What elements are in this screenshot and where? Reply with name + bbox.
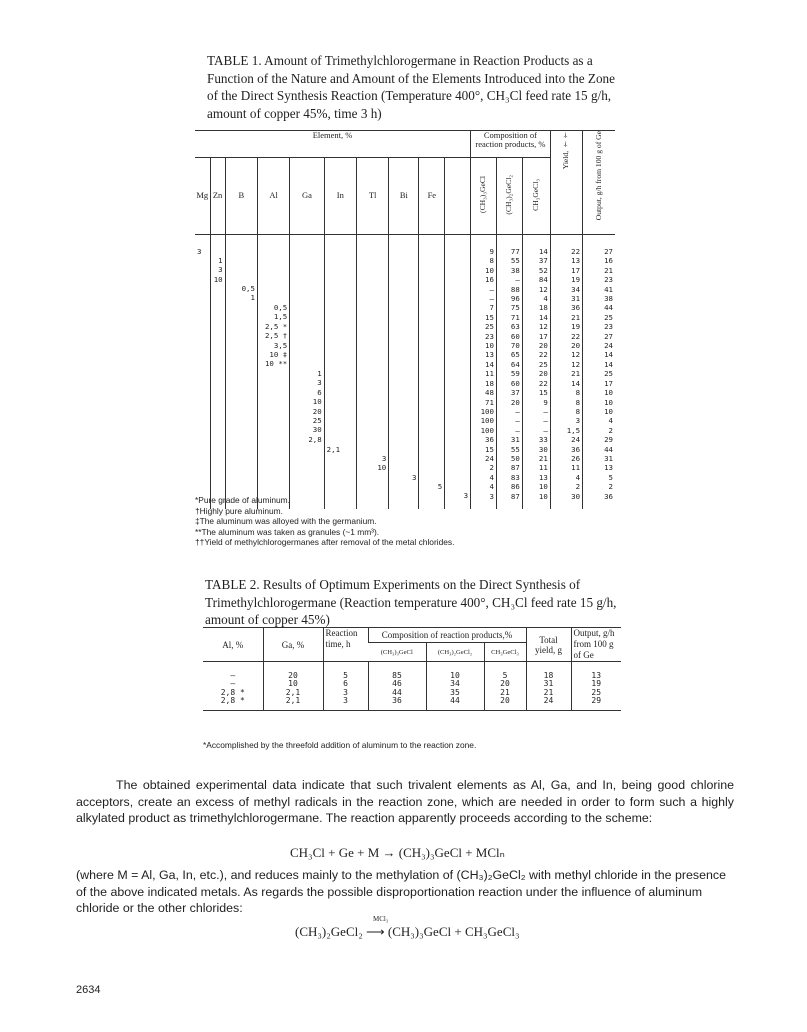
table1-footnotes	[195, 495, 615, 548]
col-methyl: CH₃GeCl₃	[522, 158, 550, 235]
cell-ga: 1 3 6 10 20 25 30 2,8	[290, 235, 324, 510]
t2-cell-c2: 10 34 35 44	[426, 662, 484, 711]
t2-cell-time: 5 6 3 3	[323, 662, 368, 711]
element-group-header: Element, %	[195, 131, 471, 158]
paragraph: The obtained experimental data indicate that such trivalent elements as Al, Ga, and In, being good chlorine acceptors, create an excess of methyl radicals in the reaction zone, which are needed in order to form such a highly alkylated product as trimethylchlorogermane. The reaction apparently proceeds according to the scheme:	[76, 778, 734, 825]
col-tl: Tl	[356, 158, 388, 235]
cell-c3: 14 37 52 84 12 4 18 14 12 17 20 22 25 20 22 15 9 — — — 33 30 21 11 13 10 10	[522, 235, 550, 510]
col-trimethyl: (CH₃)₃GeCl	[471, 158, 497, 235]
cell-bi: 3	[389, 235, 419, 510]
cell-c1: 9 8 10 16 — — 7 15 25 23 10 13 14 11 18 48 71 100 100 100 36 15 24 2 4 4 3	[471, 235, 497, 510]
cell-fe: 5	[419, 235, 445, 510]
composition-group-header: Composition of reaction products, %	[471, 131, 551, 158]
table1-caption: TABLE 1. Amount of Trimethylchlorogermane in Reaction Products as a Function of the Nature and Amount of the Elements Introduced into the Zone of the Direct Synthesis Reaction (Temperature 400°, CH₃Cl feed rate 15 g/h, amount of copper 45%, time 3 h)	[207, 53, 615, 121]
t2-col-ga: Ga, %	[263, 628, 323, 662]
t2-col-c3: CH₃GeCl₃	[484, 643, 526, 662]
t2-cell-ga: 20 10 2,1 2,1	[263, 662, 323, 711]
col-zn: Zn	[210, 158, 225, 235]
cell-in: 2,1	[324, 235, 356, 510]
table2-footnote: *Accomplished by the threefold addition of aluminum to the reaction zone.	[203, 740, 477, 750]
cell-mg: 3	[197, 247, 202, 256]
cell-output: 27 16 21 23 41 38 44 25 23 27 24 14 14 25 17 10 10 10 4 2 29 44 31 13 5 2 36	[583, 235, 615, 510]
footnote: †Highly pure aluminum.	[195, 505, 283, 516]
cell-zn: 1 3 10	[210, 235, 225, 510]
col-in: In	[324, 158, 356, 235]
col-dimethyl: (CH₃)₂GeCl₂	[496, 158, 522, 235]
equation	[295, 915, 520, 940]
footnote: **The aluminum was taken as granules (~1 mm³).	[195, 526, 380, 537]
table1	[195, 130, 615, 509]
cell-yield: 22 13 17 19 34 31 36 21 19 22 20 12 12 21 14 8 8 8 3 1,5 24 36 26 11 4 2 30	[550, 235, 582, 510]
t2-col-output: Output, g/h from 100 g of Ge	[571, 628, 621, 662]
t2-composition-header: Composition of reaction products,%	[368, 628, 526, 643]
col-ga: Ga	[290, 158, 324, 235]
col-fe: Fe	[419, 158, 445, 235]
col-extra	[445, 158, 471, 235]
footnote: ‡The aluminum was alloyed with the germanium.	[195, 516, 377, 527]
col-al: Al	[257, 158, 289, 235]
page-number: 2634	[76, 984, 101, 996]
footnote: ††Yield of methylchlorogermanes after removal of the metal chlorides.	[195, 537, 455, 548]
col-b: B	[225, 158, 257, 235]
t2-col-time: Reaction time, h	[323, 628, 368, 662]
t2-cell-total: 18 31 21 24	[526, 662, 571, 711]
equation-catalyst: MCl₃	[373, 915, 389, 923]
cell-al: 0,5 1,5 2,5 * 2,5 † 3,5 10 ‡ 10 **	[257, 235, 289, 510]
t2-cell-output: 13 19 25 29	[571, 662, 621, 711]
table2-caption: TABLE 2. Results of Optimum Experiments on the Direct Synthesis of Trimethylchlorogermane (Reaction temperature 400°, CH₃Cl feed rate 15 g/h, amount of copper 45%)	[205, 577, 617, 627]
t2-col-c2: (CH₃)₂GeCl₂	[426, 643, 484, 662]
t2-cell-c3: 5 20 21 20	[484, 662, 526, 711]
cell-c2: 77 55 38 — 88 96 75 71 63 60 70 65 64 59 60 37 20 — — — 31 55 50 87 83 86 87	[496, 235, 522, 510]
footnote: *Pure grade of aluminum.	[195, 495, 290, 505]
col-yield: Yield, ††	[550, 131, 582, 235]
col-bi: Bi	[389, 158, 419, 235]
paragraph: (where M = Al, Ga, In, etc.), and reduces mainly to the methylation of (CH₃)₂GeCl₂ with methyl chloride in the presence of the above indicated metals. As regards the possible disproportionation reaction under the influence of aluminum chloride or the other chlorides:	[76, 868, 726, 915]
t2-col-total: Total yield, g	[526, 628, 571, 662]
cell-b: 0,5 1	[225, 235, 257, 510]
cell-tl: 3 10	[356, 235, 388, 510]
col-mg: Mg	[195, 158, 210, 235]
equation-body: (CH₃)₂GeCl₂ ⟶ (CH₃)₃GeCl + CH₃GeCl₃	[295, 924, 520, 939]
t2-col-c1: (CH₃)₃GeCl	[368, 643, 426, 662]
table2	[203, 627, 621, 711]
cell-extra: 3	[445, 235, 471, 510]
t2-cell-al: — — 2,8 * 2,8 *	[203, 662, 263, 711]
equation: CH₃Cl + Ge + M → (CH₃)₃GeCl + MClₙ	[290, 845, 505, 860]
t2-col-al: Al, %	[203, 628, 263, 662]
t2-cell-c1: 85 46 44 36	[368, 662, 426, 711]
col-output: Output, g/h from 100 g of Ge	[583, 131, 615, 235]
